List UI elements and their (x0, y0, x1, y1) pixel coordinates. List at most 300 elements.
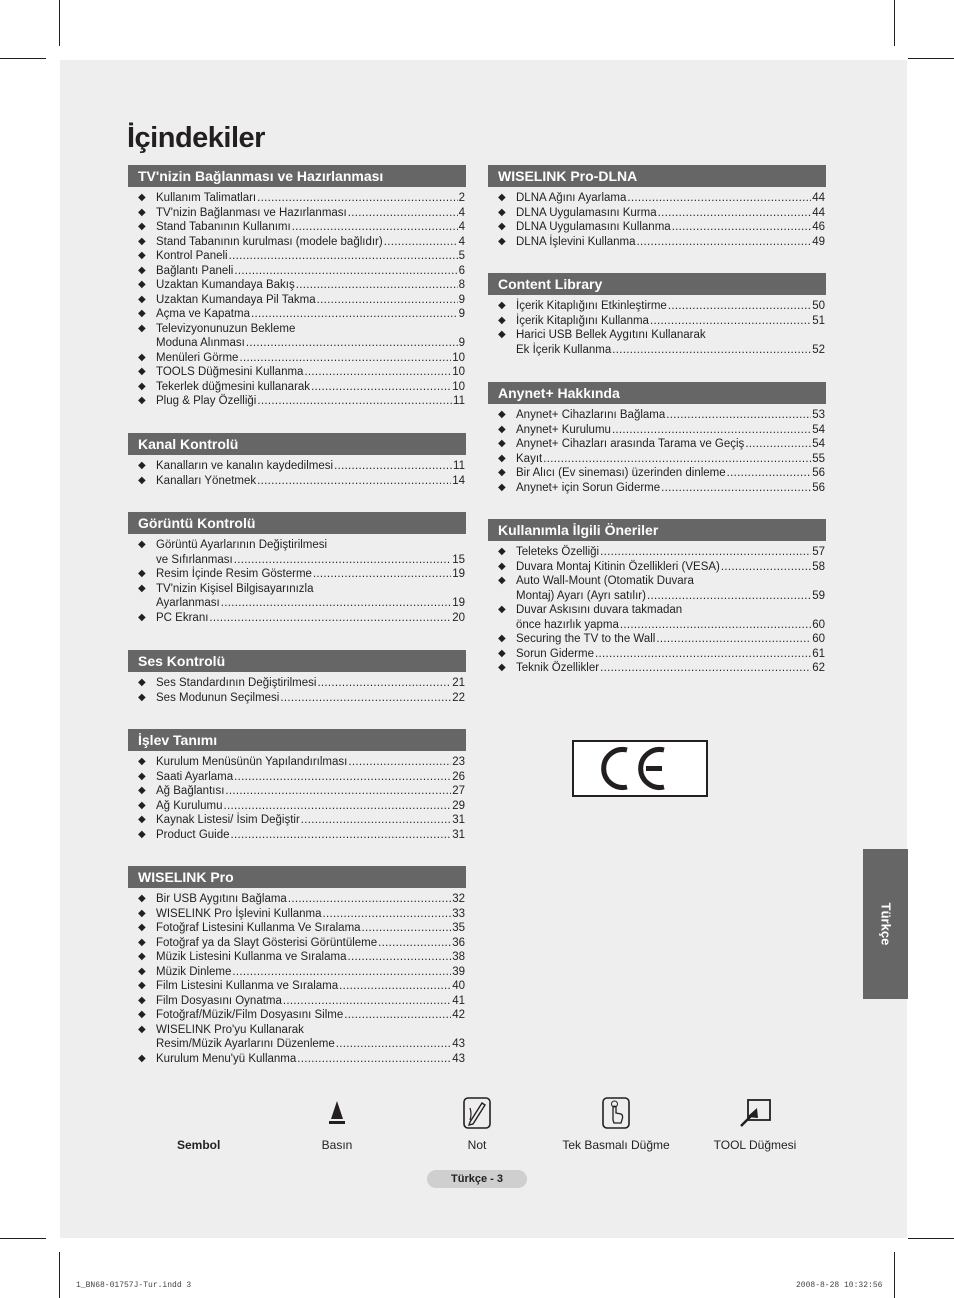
diamond-bullet-icon: ◆ (138, 611, 146, 623)
dot-leader (627, 191, 811, 206)
toc-page-number: 14 (452, 474, 465, 487)
toc-page-number: 54 (812, 423, 825, 436)
toc-entry-text: Fotoğraf ya da Slayt Gösterisi Görüntüleme (156, 936, 378, 949)
diamond-bullet-icon: ◆ (138, 814, 146, 825)
toc-entry-text: Teleteks Özelliği (516, 546, 600, 558)
toc-entry-text: Stand Tabanının Kullanımı (156, 221, 291, 233)
section-heading: Kullanımla İlgili Öneriler (488, 519, 826, 541)
toc-page-number: 60 (812, 633, 825, 645)
toc-entry-text: Montaj) Ayarı (Ayrı satılır) (516, 589, 646, 602)
toc-entry (128, 611, 466, 626)
dot-leader (384, 235, 458, 250)
dot-leader (348, 206, 458, 221)
diamond-bullet-icon: ◆ (138, 785, 146, 796)
dot-leader (658, 206, 812, 221)
toc-page-number: 33 (452, 907, 465, 920)
toc-page-number: 56 (812, 467, 825, 479)
dot-leader (323, 907, 452, 922)
toc-entry-text: Ses Modunun Seçilmesi (156, 691, 280, 704)
tool-button-icon (737, 1096, 773, 1130)
toc-entry (128, 264, 466, 279)
section-heading: Görüntü Kontrolü (128, 512, 466, 534)
toc-page-number: 11 (453, 395, 465, 407)
diamond-bullet-icon: ◆ (498, 409, 506, 420)
toc-page-number: 35 (452, 922, 465, 934)
diamond-bullet-icon: ◆ (138, 828, 146, 840)
diamond-bullet-icon: ◆ (138, 221, 146, 232)
crop-mark (59, 1252, 60, 1298)
toc-section (128, 512, 466, 625)
diamond-bullet-icon: ◆ (498, 560, 506, 572)
diamond-bullet-icon: ◆ (138, 994, 146, 1006)
diamond-bullet-icon: ◆ (138, 770, 146, 782)
symbol-tool (700, 1093, 810, 1152)
toc-page-number: 43 (452, 1038, 465, 1050)
dot-leader (668, 299, 811, 314)
toc-page-number: 54 (812, 438, 825, 450)
section-heading: Content Library (488, 273, 826, 295)
toc-page-number: 8 (458, 279, 465, 291)
toc-page-number: 56 (812, 481, 825, 494)
toc-page-number: 44 (812, 206, 825, 219)
symbol-note (427, 1093, 527, 1152)
symbol-tool-label: TOOL Düğmesi (713, 1138, 797, 1152)
toc-page-number: 4 (458, 221, 465, 233)
toc-page-number: 26 (452, 770, 465, 783)
toc-page-number: 19 (452, 597, 465, 609)
one-touch-button-icon (601, 1096, 631, 1130)
toc-entry (128, 770, 466, 785)
toc-page-number: 31 (452, 828, 465, 841)
symbol-note-label: Not (467, 1138, 487, 1152)
toc-entry (488, 603, 826, 632)
toc-entry (128, 676, 466, 691)
diamond-bullet-icon: ◆ (138, 965, 146, 977)
dot-leader (595, 647, 811, 662)
toc-page-number: 21 (452, 677, 465, 689)
diamond-bullet-icon: ◆ (138, 380, 146, 392)
toc-entry-text: TOOLS Düğmesini Kullanma (156, 366, 304, 378)
dot-leader (317, 676, 451, 691)
toc-entry (488, 481, 826, 496)
diamond-bullet-icon: ◆ (498, 221, 506, 232)
dot-leader (317, 293, 458, 308)
toc-entry (488, 328, 826, 357)
dot-leader (661, 481, 811, 496)
symbol-press (287, 1093, 387, 1152)
diamond-bullet-icon: ◆ (138, 366, 146, 377)
toc-page-number: 4 (458, 235, 465, 248)
dot-leader (257, 394, 452, 409)
toc-entry-text: Anynet+ Cihazları arasında Tarama ve Geçiş (516, 438, 745, 450)
toc-entry-text: DLNA İşlevini Kullanma (516, 235, 636, 248)
toc-entry-text: Moduna Alınması (156, 337, 245, 349)
toc-entry-text: Resim/Müzik Ayarlarını Düzenleme (156, 1038, 335, 1050)
dot-leader (234, 553, 452, 568)
diamond-bullet-icon: ◆ (138, 893, 146, 904)
toc-page-number: 42 (452, 1009, 465, 1021)
toc-entry (128, 979, 466, 994)
diamond-bullet-icon: ◆ (498, 438, 506, 449)
toc-entry (128, 220, 466, 235)
diamond-bullet-icon: ◆ (498, 467, 506, 478)
toc-entry-text: TV'nizin Bağlanması ve Hazırlanması (156, 206, 347, 219)
dot-leader (304, 365, 451, 380)
toc-entry (128, 1023, 466, 1052)
toc-page-number: 62 (812, 662, 825, 674)
diamond-bullet-icon: ◆ (138, 192, 146, 203)
crop-mark (894, 0, 895, 46)
dot-leader (650, 314, 811, 329)
dot-leader (232, 965, 451, 980)
toc-page-number: 9 (458, 308, 465, 320)
dot-leader (231, 828, 452, 843)
toc-entry (128, 1052, 466, 1067)
diamond-bullet-icon: ◆ (138, 756, 146, 767)
diamond-bullet-icon: ◆ (138, 235, 146, 247)
diamond-bullet-icon: ◆ (138, 922, 146, 933)
toc-page-number: 22 (452, 691, 465, 704)
diamond-bullet-icon: ◆ (138, 293, 146, 305)
toc-entry-text: Televizyonunuzun Bekleme (156, 322, 296, 335)
toc-entry-text: önce hazırlık yapma (516, 618, 619, 631)
toc-entry (128, 907, 466, 922)
dot-leader (296, 278, 458, 293)
toc-entry-text: Stand Tabanının kurulması (modele bağlıdır) (156, 235, 383, 248)
diamond-bullet-icon: ◆ (498, 192, 506, 203)
toc-page-number: 29 (452, 799, 465, 812)
symbol-press-label: Basın (321, 1138, 353, 1152)
dot-leader (656, 632, 811, 647)
toc-entry-text: Kanalların ve kanalın kaydedilmesi (156, 460, 334, 472)
diamond-bullet-icon: ◆ (138, 206, 146, 218)
toc-entry (128, 351, 466, 366)
dot-leader (334, 459, 452, 474)
toc-page-number: 10 (452, 380, 465, 393)
crop-mark (894, 1252, 895, 1298)
toc-page-number: 32 (452, 893, 465, 905)
section-heading: Ses Kontrolü (128, 650, 466, 672)
toc-entry (128, 235, 466, 250)
dot-leader (225, 784, 451, 799)
dot-leader (313, 567, 451, 582)
toc-entry-text: Tekerlek düğmesini kullanarak (156, 380, 311, 393)
diamond-bullet-icon: ◆ (498, 423, 506, 435)
dot-leader (234, 770, 451, 785)
diamond-bullet-icon: ◆ (138, 936, 146, 948)
toc-entry-text: Kayıt (516, 452, 543, 465)
toc-entry (128, 828, 466, 843)
dot-leader (297, 1052, 451, 1067)
dot-leader (257, 474, 451, 489)
diamond-bullet-icon: ◆ (138, 460, 146, 471)
toc-entry (488, 452, 826, 467)
toc-entry (488, 545, 826, 560)
toc-entry (128, 249, 466, 264)
toc-entry (128, 936, 466, 951)
diamond-bullet-icon: ◆ (138, 980, 146, 991)
toc-page-number: 10 (452, 366, 465, 378)
toc-entry-text: Bir USB Aygıtını Bağlama (156, 893, 287, 905)
dot-leader (378, 936, 451, 951)
diamond-bullet-icon: ◆ (498, 314, 506, 326)
toc-page-number: 27 (452, 785, 465, 797)
toc-entry-text: Anynet+ için Sorun Giderme (516, 481, 661, 494)
toc-entry (128, 365, 466, 380)
toc-entry (128, 582, 466, 611)
toc-section (128, 433, 466, 488)
toc-entry-text: Uzaktan Kumandaya Pil Takma (156, 293, 316, 306)
toc-page-number: 5 (458, 250, 465, 262)
toc-page-number: 50 (812, 300, 825, 312)
toc-section (488, 273, 826, 357)
toc-entry (488, 437, 826, 452)
section-heading: TV'nizin Bağlanması ve Hazırlanması (128, 165, 466, 187)
toc-entry-text: Menüleri Görme (156, 351, 239, 364)
toc-page-number: 53 (812, 409, 825, 421)
toc-entry-text: Product Guide (156, 828, 230, 841)
dot-leader (745, 437, 811, 452)
dot-leader (666, 408, 811, 423)
toc-page-number: 6 (458, 264, 465, 277)
toc-entry-text: TV'nizin Kişisel Bilgisayarınızla (156, 582, 314, 595)
toc-entry-text: İçerik Kitaplığını Kullanma (516, 314, 649, 327)
dot-leader (344, 1008, 451, 1023)
dot-leader (637, 235, 812, 250)
toc-page-number: 44 (812, 192, 825, 204)
toc-entry-text: WISELINK Pro'yu Kullanarak (156, 1023, 304, 1036)
toc-entry (128, 380, 466, 395)
language-tab-label: Türkçe (878, 902, 893, 946)
toc-entry (488, 632, 826, 647)
dot-leader (288, 892, 451, 907)
dot-leader (223, 799, 451, 814)
toc-entry (128, 784, 466, 799)
diamond-bullet-icon: ◆ (498, 481, 506, 493)
toc-entry (488, 191, 826, 206)
dot-leader (221, 596, 451, 611)
diamond-bullet-icon: ◆ (138, 279, 146, 290)
toc-page-number: 43 (452, 1052, 465, 1065)
toc-page-number: 61 (812, 647, 825, 660)
toc-entry (128, 994, 466, 1009)
toc-page-number: 46 (812, 221, 825, 233)
page-number: Türkçe - 3 (427, 1170, 527, 1188)
diamond-bullet-icon: ◆ (138, 264, 146, 276)
dot-leader (280, 691, 451, 706)
toc-page-number: 11 (453, 460, 465, 472)
toc-entry-text: Ağ Bağlantısı (156, 785, 225, 797)
toc-page-number: 55 (812, 452, 825, 465)
dot-leader (672, 220, 812, 235)
toc-entry (128, 691, 466, 706)
toc-page-number: 39 (452, 965, 465, 978)
toc-entry (128, 567, 466, 582)
toc-page-number: 60 (812, 618, 825, 631)
toc-entry (128, 278, 466, 293)
toc-entry-text: Saati Ayarlama (156, 770, 234, 783)
toc-entry-text: DLNA Ağını Ayarlama (516, 192, 627, 204)
dot-leader (347, 950, 451, 965)
ce-mark (572, 740, 708, 797)
diamond-bullet-icon: ◆ (138, 250, 146, 261)
toc-entry-text: Fotoğraf Listesini Kullanma Ve Sıralama (156, 922, 361, 934)
crop-mark (59, 0, 60, 46)
toc-entry-text: Duvara Montaj Kitinin Özellikleri (VESA) (516, 560, 720, 573)
toc-entry (128, 206, 466, 221)
toc-entry (488, 466, 826, 481)
toc-entry (488, 661, 826, 676)
toc-page-number: 40 (452, 980, 465, 992)
dot-leader (283, 994, 451, 1009)
toc-entry-text: Fotoğraf/Müzik/Film Dosyasını Silme (156, 1009, 344, 1021)
toc-entry (128, 965, 466, 980)
toc-entry (128, 1008, 466, 1023)
toc-entry-text: Bağlantı Paneli (156, 264, 234, 277)
toc-page-number: 10 (452, 351, 465, 364)
dot-leader (209, 611, 451, 626)
toc-entry-text: Ses Standardının Değiştirilmesi (156, 677, 317, 689)
diamond-bullet-icon: ◆ (138, 677, 146, 688)
toc-entry (128, 892, 466, 907)
toc-entry-text: PC Ekranı (156, 611, 209, 624)
diamond-bullet-icon: ◆ (498, 546, 506, 557)
toc-section (128, 866, 466, 1066)
toc-entry-text: Harici USB Bellek Aygıtını Kullanarak (516, 329, 706, 341)
toc-page-number: 23 (452, 756, 465, 768)
toc-page-number: 36 (452, 936, 465, 949)
dot-leader (620, 618, 811, 633)
toc-entry (128, 307, 466, 322)
diamond-bullet-icon: ◆ (138, 1009, 146, 1020)
toc-entry-text: Kontrol Paneli (156, 250, 228, 262)
dot-leader (362, 921, 452, 936)
toc-entry (488, 408, 826, 423)
diamond-bullet-icon: ◆ (138, 351, 146, 363)
section-heading: İşlev Tanımı (128, 729, 466, 751)
toc-page-number: 41 (452, 994, 465, 1007)
toc-entry-text: Film Listesini Kullanma ve Sıralama (156, 980, 339, 992)
toc-section (128, 165, 466, 409)
diamond-bullet-icon: ◆ (498, 452, 506, 464)
toc-page-number: 15 (452, 553, 465, 566)
toc-section (488, 382, 826, 495)
toc-entry-text: Kurulum Menu'yü Kullanma (156, 1052, 297, 1065)
diamond-bullet-icon: ◆ (498, 604, 506, 615)
toc-entry (128, 755, 466, 770)
toc-entry-text: Açma ve Kapatma (156, 308, 250, 320)
diamond-bullet-icon: ◆ (138, 799, 146, 811)
toc-page-number: 38 (452, 951, 465, 963)
diamond-bullet-icon: ◆ (138, 691, 146, 703)
toc-entry-text: Kurulum Menüsünün Yapılandırılması (156, 756, 348, 768)
toc-entry-text: Teknik Özellikler (516, 662, 600, 674)
crop-mark (0, 58, 46, 59)
symbol-one-touch-label: Tek Basmalı Düğme (562, 1138, 670, 1152)
section-heading: Anynet+ Hakkında (488, 382, 826, 404)
diamond-bullet-icon: ◆ (138, 1023, 146, 1035)
toc-entry-text: Ağ Kurulumu (156, 799, 223, 812)
toc-entry-text: İçerik Kitaplığını Etkinleştirme (516, 300, 667, 312)
press-arrow-icon (326, 1098, 348, 1128)
dot-leader (239, 351, 451, 366)
toc-entry-text: Plug & Play Özelliği (156, 395, 257, 407)
symbol-legend-label: Sembol (177, 1138, 221, 1152)
section-heading: WISELINK Pro (128, 866, 466, 888)
toc-entry-text: Film Dosyasını Oynatma (156, 994, 282, 1007)
toc-entry (128, 394, 466, 409)
dot-leader (336, 1037, 451, 1052)
crop-mark (908, 58, 954, 59)
diamond-bullet-icon: ◆ (138, 951, 146, 962)
language-side-tab (863, 849, 908, 999)
diamond-bullet-icon: ◆ (138, 1052, 146, 1064)
dot-leader (612, 343, 811, 358)
toc-entry-text: Kanalları Yönetmek (156, 474, 257, 487)
toc-page-number: 9 (458, 337, 465, 349)
toc-entry-text: WISELINK Pro İşlevini Kullanma (156, 907, 322, 920)
ce-logo-icon (574, 742, 706, 795)
toc-entry-text: DLNA Uygulamasını Kurma (516, 206, 657, 219)
toc-entry-text: Kaynak Listesi/ İsim Değiştir (156, 814, 300, 826)
toc-page-number: 57 (812, 546, 825, 558)
toc-section (488, 165, 826, 249)
toc-entry-text: Müzik Dinleme (156, 965, 232, 978)
dot-leader (292, 220, 458, 235)
dot-leader (612, 423, 811, 438)
toc-entry-text: DLNA Uygulamasını Kullanma (516, 221, 671, 233)
toc-entry (488, 560, 826, 575)
diamond-bullet-icon: ◆ (498, 300, 506, 311)
toc-entry (128, 474, 466, 489)
dot-leader (257, 191, 457, 206)
toc-entry (488, 423, 826, 438)
dot-leader (251, 307, 458, 322)
toc-entry-text: Anynet+ Kurulumu (516, 423, 611, 436)
toc-page-number: 51 (812, 314, 825, 327)
toc-entry-text: Auto Wall-Mount (Otomatik Duvara (516, 575, 694, 587)
toc-page-number: 49 (812, 235, 825, 248)
toc-entry (128, 921, 466, 936)
toc-entry (488, 574, 826, 603)
dot-leader (348, 755, 451, 770)
dot-leader (234, 264, 457, 279)
dot-leader (246, 336, 458, 351)
toc-entry (488, 220, 826, 235)
dot-leader (600, 545, 811, 560)
toc-entry (488, 206, 826, 221)
dot-leader (543, 452, 811, 467)
section-heading: Kanal Kontrolü (128, 433, 466, 455)
diamond-bullet-icon: ◆ (498, 235, 506, 247)
toc-entry-text: Securing the TV to the Wall (516, 633, 656, 645)
toc-page-number: 9 (458, 293, 465, 306)
diamond-bullet-icon: ◆ (498, 633, 506, 644)
toc-entry-text: Uzaktan Kumandaya Bakış (156, 279, 295, 291)
diamond-bullet-icon: ◆ (138, 539, 146, 550)
dot-leader (311, 380, 451, 395)
toc-entry-text: Sorun Giderme (516, 647, 594, 660)
toc-page-number: 59 (812, 589, 825, 602)
dot-leader (339, 979, 451, 994)
diamond-bullet-icon: ◆ (498, 662, 506, 673)
toc-entry-text: Ayarlanması (156, 597, 220, 609)
toc-page-number: 2 (458, 192, 465, 204)
symbol-one-touch (556, 1093, 676, 1152)
diamond-bullet-icon: ◆ (138, 907, 146, 919)
toc-entry-text: Ek İçerik Kullanma (516, 343, 612, 356)
dot-leader (727, 466, 812, 481)
